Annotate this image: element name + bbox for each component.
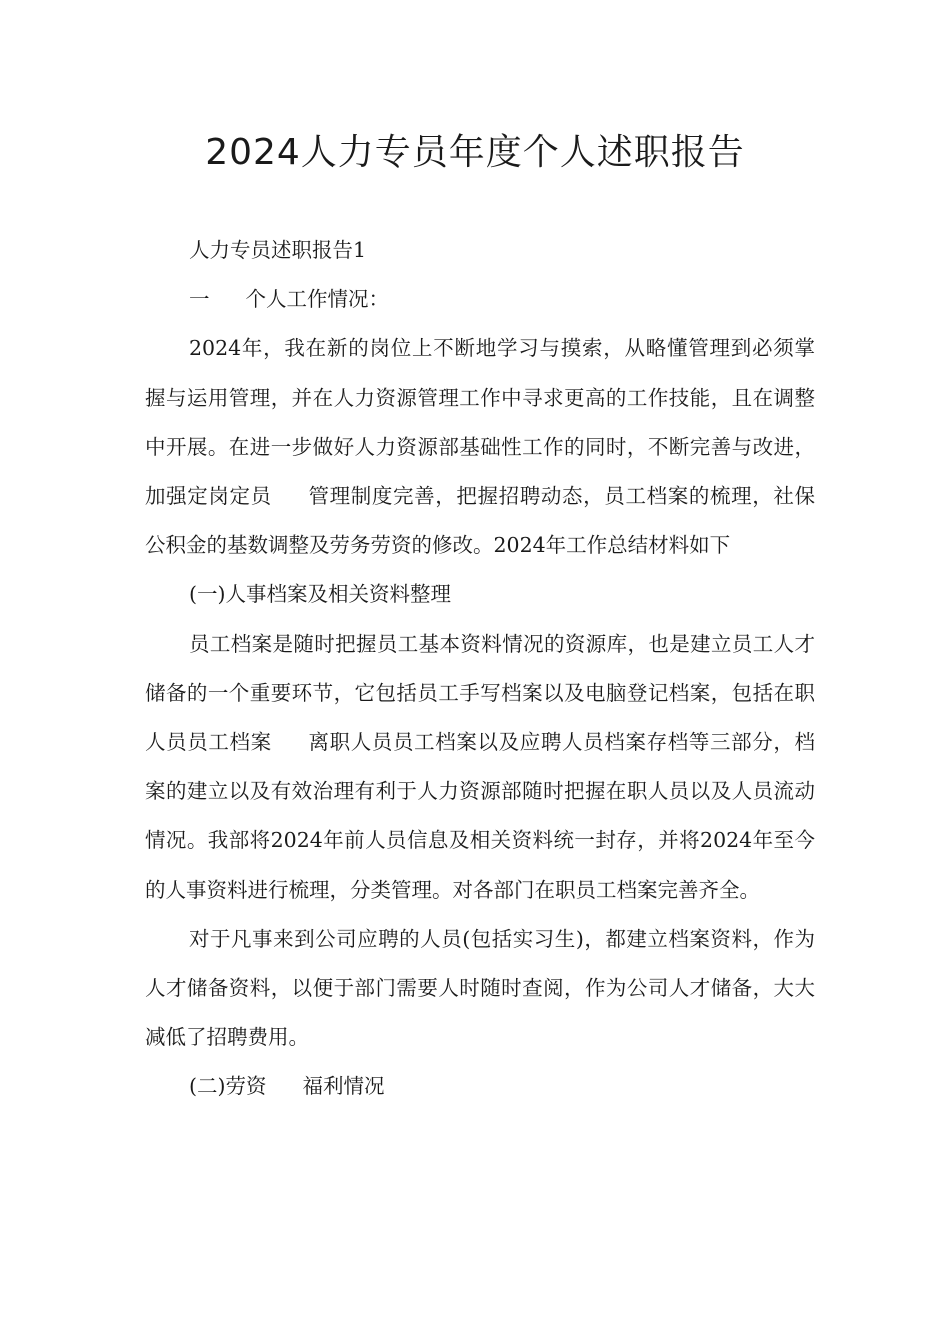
section-one-heading xyxy=(145,275,815,324)
subsection-one-heading xyxy=(145,570,815,619)
archive-paragraph xyxy=(145,620,815,915)
archive-paragraph-part2: 离职人员员工档案以及应聘人员档案存档等三部分，档案的建立以及有效治理有利于人力资源部随时把握在职人员以及人员流动情况。我部将2024年前人员信息及相关资料统一封存，并将2024年至今的人事资料进行梳理，分类管理。对各部门在职员工档案完善齐全。 xyxy=(145,730,816,902)
document-title: 2024人力专员年度个人述职报告 xyxy=(205,132,745,173)
intro-paragraph-part2: 管理制度完善，把握招聘动态，员工档案的梳理，社保公积金的基数调整及劳务劳资的修改。2024年工作总结材料如下 xyxy=(145,484,816,558)
applicant-paragraph xyxy=(145,915,815,1063)
report-subtitle-text: 人力专员述职报告1 xyxy=(189,238,367,262)
section-one-title: 个人工作情况： xyxy=(245,287,389,312)
section-one-number: 一 xyxy=(189,287,210,312)
subsection-one-title: (一)人事档案及相关资料整理 xyxy=(189,582,451,607)
applicant-paragraph-text: 对于凡事来到公司应聘的人员(包括实习生)，都建立档案资料，作为人才储备资料，以便于部门需要人时随时查阅，作为公司人才储备，大大减低了招聘费用。 xyxy=(145,926,815,1050)
intro-paragraph xyxy=(145,324,815,570)
intro-paragraph-part1: 2024年，我在新的岗位上不断地学习与摸索，从略懂管理到必须掌握与运用管理，并在人力资源管理工作中寻求更高的工作技能，且在调整中开展。在进一步做好人力资源部基础性工作的同时，不断完善与改进，加强定岗定员 xyxy=(145,336,815,509)
subsection-two-title-part2: 福利情况 xyxy=(302,1074,385,1099)
subsection-two-heading xyxy=(145,1062,815,1111)
subsection-two-title-part1: (二)劳资 xyxy=(189,1074,267,1099)
document-body xyxy=(145,226,815,1112)
archive-paragraph-part1: 员工档案是随时把握员工基本资料情况的资源库，也是建立员工人才储备的一个重要环节，它包括员工手写档案以及电脑登记档案，包括在职人员员工档案 xyxy=(145,631,815,755)
report-subtitle xyxy=(145,226,815,275)
